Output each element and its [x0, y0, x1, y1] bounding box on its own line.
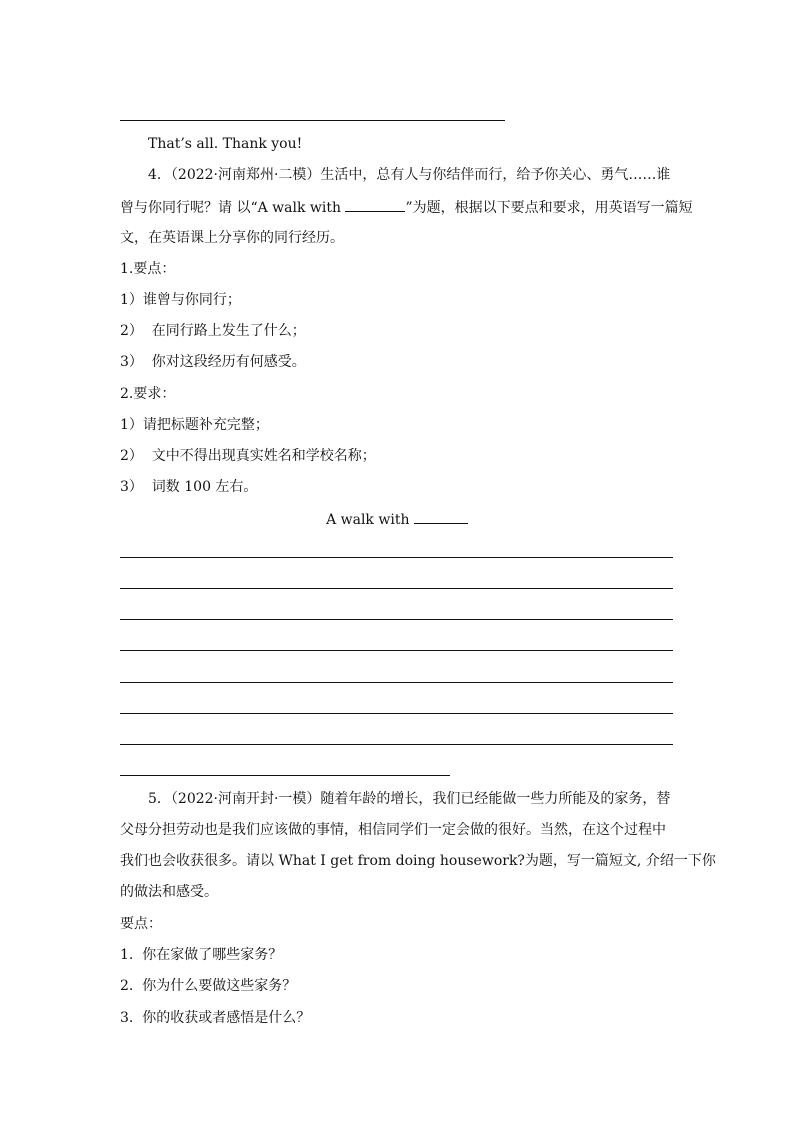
- q4-points-heading: 1.要点：: [120, 261, 176, 277]
- q4-point-2: 2） 在同行路上发生了什么；: [120, 323, 306, 339]
- essay-title: [0, 509, 794, 530]
- q4-point-3: 3） 你对这段经历有何感受。: [120, 354, 306, 370]
- q5-prompt-line-1: 5．（2022·河南开封·一模）随着年龄的增长，我们已经能做一些力所能及的家务，替: [148, 791, 671, 807]
- q4-prompt-line-2: [120, 197, 693, 218]
- q4-requirement-1: 1）请把标题补充完整；: [120, 417, 269, 433]
- writing-line[interactable]: [120, 650, 673, 651]
- q5-prompt-line-3: 我们也会收获很多。请以 What I get from doing housework?为题，写一篇短文, 介绍一下你: [120, 853, 716, 869]
- writing-line[interactable]: [120, 557, 673, 558]
- q5-prompt-line-4: 的做法和感受。: [120, 884, 218, 900]
- q5-point-1: 1. 你在家做了哪些家务？: [120, 947, 283, 963]
- writing-line[interactable]: [120, 619, 673, 620]
- q5-points-heading: 要点：: [120, 916, 162, 932]
- writing-line[interactable]: [120, 744, 673, 745]
- writing-line[interactable]: [120, 588, 673, 589]
- writing-line[interactable]: [120, 775, 450, 776]
- q4-requirement-3: 3） 词数 100 左右。: [120, 479, 258, 495]
- q4-requirements-heading: 2.要求：: [120, 386, 176, 402]
- essay-title-text: A walk with: [326, 512, 414, 528]
- q5-point-2: 2. 你为什么要做这些家务？: [120, 978, 297, 994]
- q5-prompt-line-2: 父母分担劳动也是我们应该做的事情，相信同学们一定会做的很好。当然，在这个过程中: [120, 822, 666, 838]
- q4-prompt-line-3: 文，在英语课上分享你的同行经历。: [120, 230, 344, 246]
- q4-prompt-line-2-post: ”为题，根据以下要点和要求，用英语写一篇短: [405, 200, 693, 216]
- q4-point-1: 1）谁曾与你同行；: [120, 292, 241, 308]
- q4-prompt-line-2-pre: 曾与你同行呢？请 以“A walk with: [120, 200, 346, 216]
- q4-prompt-line-1: 4．（2022·河南郑州·二模）生活中，总有人与你结伴而行，给予你关心、勇气……谁: [148, 167, 671, 183]
- title-blank[interactable]: [345, 197, 405, 212]
- writing-line[interactable]: [120, 682, 673, 683]
- writing-line[interactable]: [120, 713, 673, 714]
- closing-sentence: That’s all. Thank you!: [148, 136, 303, 152]
- q5-point-3: 3. 你的收获或者感悟是什么？: [120, 1010, 311, 1026]
- answer-line[interactable]: [120, 120, 505, 121]
- essay-title-blank[interactable]: [414, 509, 468, 524]
- q4-requirement-2: 2） 文中不得出现真实姓名和学校名称；: [120, 448, 376, 464]
